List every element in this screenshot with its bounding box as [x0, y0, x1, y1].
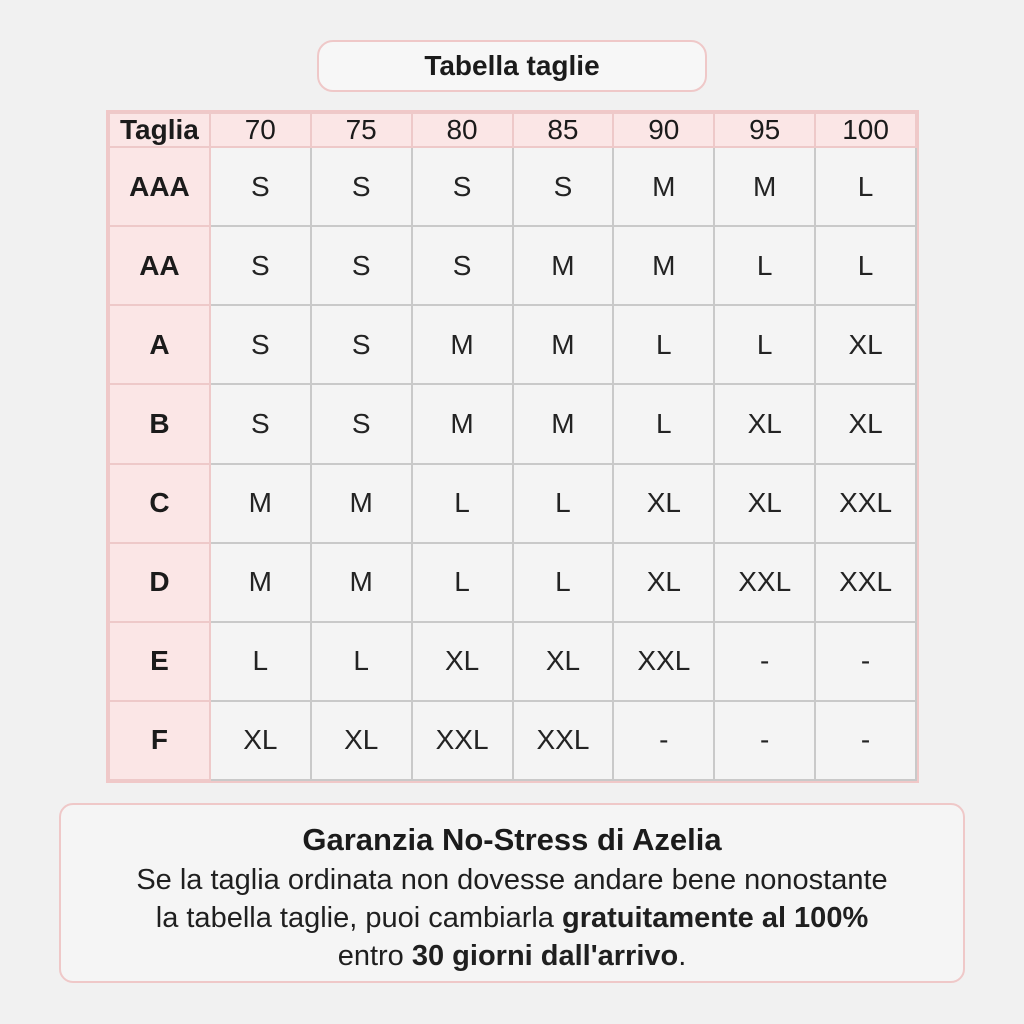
- table-cell: M: [714, 147, 815, 226]
- guarantee-line-3: [61, 937, 963, 975]
- table-cell: L: [311, 622, 412, 701]
- guarantee-deadline: 30 giorni dall'arrivo: [411, 940, 679, 972]
- table-cell: XXL: [513, 701, 614, 780]
- table-cell: S: [311, 384, 412, 463]
- table-cell: XXL: [613, 622, 714, 701]
- table-cell: S: [210, 384, 311, 463]
- guarantee-title: Garanzia No-Stress di Azelia: [302, 822, 722, 857]
- table-cell: M: [513, 226, 614, 305]
- column-header: 95: [714, 113, 815, 147]
- row-header: D: [109, 543, 210, 622]
- table-row: [109, 305, 916, 384]
- table-cell: M: [513, 384, 614, 463]
- table-cell: XL: [714, 464, 815, 543]
- table-cell: M: [412, 305, 513, 384]
- table-cell: S: [311, 147, 412, 226]
- row-header: F: [109, 701, 210, 780]
- table-cell: XL: [613, 464, 714, 543]
- row-header: B: [109, 384, 210, 463]
- table-cell: -: [714, 701, 815, 780]
- column-header: 80: [412, 113, 513, 147]
- table-cell: S: [210, 147, 311, 226]
- table-cell: L: [714, 305, 815, 384]
- guarantee-line-3-end: .: [678, 940, 687, 972]
- guarantee-box: [59, 803, 965, 983]
- table-header-row: [109, 113, 916, 147]
- row-header: C: [109, 464, 210, 543]
- table-row: [109, 622, 916, 701]
- column-header: 85: [513, 113, 614, 147]
- table-cell: M: [210, 464, 311, 543]
- page-title: Tabella taglie: [317, 40, 707, 92]
- table-cell: XXL: [714, 543, 815, 622]
- table-row: [109, 384, 916, 463]
- table-row: [109, 543, 916, 622]
- corner-header: Taglia: [109, 113, 210, 147]
- table-cell: XXL: [815, 464, 916, 543]
- table-cell: -: [714, 622, 815, 701]
- table-cell: L: [613, 305, 714, 384]
- table-cell: S: [210, 226, 311, 305]
- table-cell: S: [311, 226, 412, 305]
- table-cell: S: [311, 305, 412, 384]
- table-row: [109, 147, 916, 226]
- table-cell: L: [714, 226, 815, 305]
- table-cell: S: [412, 226, 513, 305]
- table-cell: XL: [412, 622, 513, 701]
- table-cell: XL: [613, 543, 714, 622]
- column-header: 70: [210, 113, 311, 147]
- column-header: 100: [815, 113, 916, 147]
- row-header: AAA: [109, 147, 210, 226]
- table-cell: XL: [815, 384, 916, 463]
- table-cell: -: [613, 701, 714, 780]
- guarantee-line-2-text: la tabella taglie, puoi cambiarla: [155, 902, 562, 934]
- table-cell: S: [412, 147, 513, 226]
- table-cell: M: [613, 147, 714, 226]
- table-cell: M: [311, 543, 412, 622]
- table-cell: L: [513, 543, 614, 622]
- table-cell: L: [412, 464, 513, 543]
- table-cell: L: [815, 226, 916, 305]
- guarantee-line-2: [61, 899, 963, 937]
- table-cell: M: [412, 384, 513, 463]
- table-cell: -: [815, 622, 916, 701]
- table-cell: L: [412, 543, 513, 622]
- guarantee-line-1: Se la taglia ordinata non dovesse andare bene nonostante: [136, 864, 888, 896]
- table-cell: XXL: [412, 701, 513, 780]
- row-header: A: [109, 305, 210, 384]
- table-cell: S: [210, 305, 311, 384]
- guarantee-free-exchange: gratuitamente al 100%: [562, 902, 869, 934]
- column-header: 75: [311, 113, 412, 147]
- table-cell: XL: [513, 622, 614, 701]
- table-cell: XL: [311, 701, 412, 780]
- table-cell: M: [613, 226, 714, 305]
- table-cell: L: [613, 384, 714, 463]
- table-cell: XL: [714, 384, 815, 463]
- table-row: [109, 701, 916, 780]
- table-row: [109, 464, 916, 543]
- table-cell: M: [311, 464, 412, 543]
- size-chart-table: [108, 112, 917, 781]
- table-cell: XL: [815, 305, 916, 384]
- table-cell: L: [210, 622, 311, 701]
- table-cell: M: [513, 305, 614, 384]
- guarantee-line-3-text: entro: [337, 940, 412, 972]
- column-header: 90: [613, 113, 714, 147]
- table-cell: S: [513, 147, 614, 226]
- table-cell: L: [815, 147, 916, 226]
- table-cell: -: [815, 701, 916, 780]
- table-row: [109, 226, 916, 305]
- table-cell: XL: [210, 701, 311, 780]
- table-cell: XXL: [815, 543, 916, 622]
- row-header: E: [109, 622, 210, 701]
- table-cell: L: [513, 464, 614, 543]
- table-cell: M: [210, 543, 311, 622]
- row-header: AA: [109, 226, 210, 305]
